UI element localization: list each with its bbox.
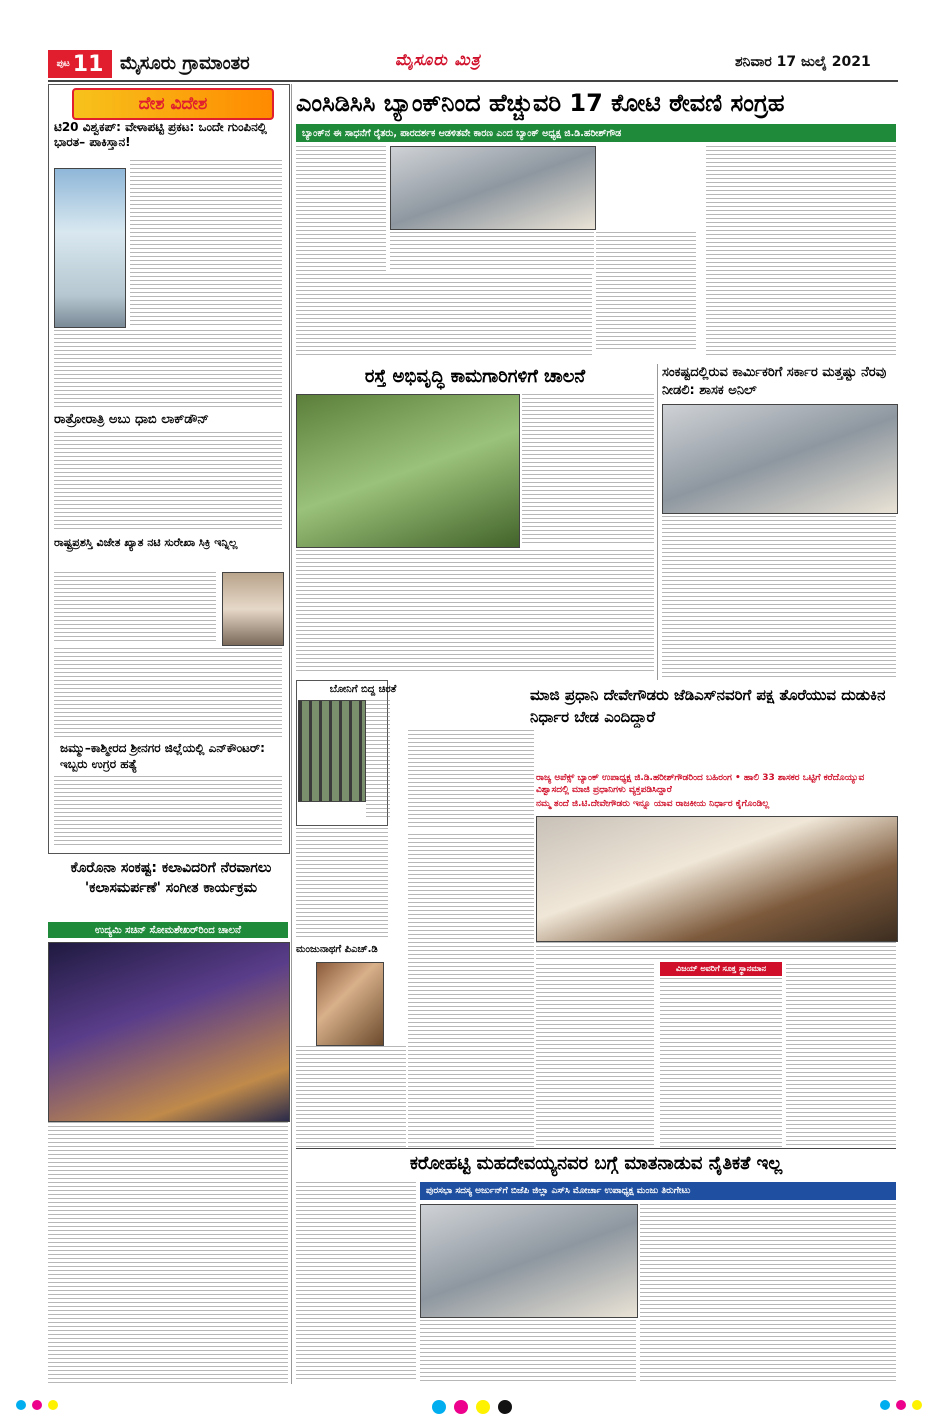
karohatti-strap-text: ಪುರಸಭಾ ಸದಸ್ಯ ಅರ್ಜುನ್‌ಗೆ ಬಿಜೆಪಿ ಜಿಲ್ಲಾ ಎಸ್‌ಸಿ ಮೋರ್ಚಾ ಉಪಾಧ್ಯಕ್ಷ ಮಂಜು ತಿರುಗೇಟು xyxy=(426,1186,691,1196)
karohatti-top-rule xyxy=(296,1148,896,1149)
phd-portrait-photo xyxy=(316,962,384,1046)
reg-yellow xyxy=(476,1400,490,1414)
col-divider-2 xyxy=(657,364,658,680)
jk-body-text xyxy=(54,776,282,848)
lead-strap xyxy=(296,124,896,142)
phd-headline: ಮಂಜುನಾಥಗೆ ಪಿಎಚ್.ಡಿ xyxy=(296,944,378,955)
deve-felicitation-photo xyxy=(536,816,898,942)
bullet-2-text: ನಮ್ಮ ತಂದೆ ಜಿ.ಟಿ.ದೇವೇಗೌಡರು ಇನ್ನೂ ಯಾವ ರಾಜಕೀಯ ನಿರ್ಧಾರ ಕೈಗೊಂಡಿಲ್ಲ xyxy=(536,799,770,809)
phd-body-text xyxy=(296,1046,406,1148)
reg-yellow-right xyxy=(912,1400,922,1410)
lead-body-col1 xyxy=(296,146,386,272)
issue-date: ಶನಿವಾರ 17 ಜುಲೈ 2021 xyxy=(735,54,871,70)
registration-marks xyxy=(432,1400,512,1414)
header-rule xyxy=(48,80,898,82)
lead-strap-text: ಬ್ಯಾಂಕ್‌ನ ಈ ಸಾಧನೆಗೆ ರೈತರು, ಪಾರದರ್ಶಕ ಆಡಳಿತವೇ ಕಾರಣ ಎಂದ ಬ್ಯಾಂಕ್ ಅಧ್ಯಕ್ಷ ಜಿ.ಡಿ.ಹರೀಶ್‌ಗೌಡ xyxy=(302,127,622,139)
reg-magenta-right xyxy=(896,1400,906,1410)
road-headline: ರಸ್ತೆ ಅಭಿವೃದ್ಧಿ ಕಾಮಗಾರಿಗಳಿಗೆ ಚಾಲನೆ xyxy=(364,366,586,387)
reg-cyan-left xyxy=(16,1400,26,1410)
column-body-text xyxy=(296,828,388,940)
lead-body-col3 xyxy=(706,146,896,358)
sidebox-head-text: ವಿಜಯ್ ಅವರಿಗೆ ಸೂಕ್ತ ಸ್ಥಾನಮಾನ xyxy=(675,964,767,973)
workers-headline: ಸಂಕಷ್ಟದಲ್ಲಿರುವ ಕಾರ್ಮಿಕರಿಗೆ ಸರ್ಕಾರ ಮತ್ತಷ್ಟು ನೆರವು ನೀಡಲಿ: ಶಾಸಕ ಅನಿಲ್ xyxy=(662,365,887,398)
reg-yellow-left xyxy=(48,1400,58,1410)
leopard-body-text xyxy=(366,700,390,818)
page-number-badge xyxy=(48,50,112,78)
kalasamarpane-stage-photo xyxy=(48,942,290,1122)
desha-videsha-banner xyxy=(72,88,274,120)
reg-black xyxy=(498,1400,512,1414)
road-body-bottom xyxy=(296,550,654,674)
surekha-portrait-photo xyxy=(222,572,284,646)
bullet-1-text: ರಾಜ್ಯ ಅಪೆಕ್ಸ್ ಬ್ಯಾಂಕ್ ಉಪಾಧ್ಯಕ್ಷ ಜಿ.ಡಿ.ಹರೀಶ್‌ಗೌಡರಿಂದ ಬಹಿರಂಗ • ಹಾಲಿ 33 ಶಾಸಕರ ಒಟ್ಟಿಗೆ ಕರೆದೊಯ್ಯುವ ವಿಶ್ವಾಸದಲ್ಲಿ ಮಾಜಿ ಪ್ರಧಾನಿಗಳು ವ್ಯಕ್ತಪಡಿಸಿದ್ದಾರೆ xyxy=(536,773,865,795)
page-label: ಪುಟ xyxy=(56,59,70,69)
road-body-right xyxy=(522,394,654,546)
col-divider-1 xyxy=(291,84,292,1384)
workers-body-text xyxy=(662,516,896,678)
deve-body-left xyxy=(408,730,534,830)
karohatti-body-col3 xyxy=(640,1204,896,1382)
surekha-body-text-2 xyxy=(54,648,282,740)
road-inauguration-photo xyxy=(296,394,520,548)
karohatti-strap xyxy=(420,1182,896,1200)
corner-marks-right xyxy=(880,1400,922,1410)
strap-text: ಉದ್ಯಮಿ ಸಚಿನ್ ಸೋಮಶೇಖರ್‌ರಿಂದ ಚಾಲನೆ xyxy=(95,924,241,936)
t20-body-text xyxy=(130,160,282,328)
karohatti-headline: ಕರೋಹಟ್ಟಿ ಮಹದೇವಯ್ಯನವರ ಬಗ್ಗೆ ಮಾತನಾಡುವ ನೈತಿಕತೆ ಇಲ್ಲ xyxy=(409,1153,783,1174)
story-t20-headline: ಟಿ20 ವಿಶ್ವಕಪ್: ವೇಳಾಪಟ್ಟಿ ಪ್ರಕಟ: ಒಂದೇ ಗುಂಪಿನಲ್ಲಿ ಭಾರತ– ಪಾಕಿಸ್ತಾನ! xyxy=(54,120,267,149)
masthead-logo: ಮೈಸೂರು ಮಿತ್ರ xyxy=(395,50,481,69)
lead-body-bottom xyxy=(296,274,592,358)
reg-magenta xyxy=(454,1400,468,1414)
kalasamarpane-body-text xyxy=(48,1122,288,1384)
leopard-cage-photo xyxy=(298,700,366,802)
page-number: 11 xyxy=(72,51,104,77)
surekha-body-text xyxy=(54,572,216,644)
karohatti-body-col1 xyxy=(296,1182,416,1382)
reg-cyan-right xyxy=(880,1400,890,1410)
lead-body-col1b xyxy=(390,232,594,272)
kalasamarpane-strap xyxy=(48,922,288,938)
deve-photo-caption xyxy=(536,942,896,960)
lead-headline: ಎಂಸಿಡಿಸಿಸಿ ಬ್ಯಾಂಕ್‌ನಿಂದ ಹೆಚ್ಚುವರಿ 17 ಕೋಟಿ ಠೇವಣಿ ಸಂಗ್ರಹ xyxy=(296,89,785,117)
section-title: ಮೈಸೂರು ಗ್ರಾಮಾಂತರ xyxy=(120,53,250,74)
story-surekha-headline: ರಾಷ್ಟ್ರಪ್ರಶಸ್ತಿ ವಿಜೇತ ಖ್ಯಾತ ನಟಿ ಸುರೇಖಾ ಸಿಕ್ರಿ ಇನ್ನಿಲ್ಲ xyxy=(54,536,238,549)
karohatti-body-col2 xyxy=(420,1320,636,1382)
t20-cup-photo xyxy=(54,168,126,328)
deve-bullet-2 xyxy=(536,798,896,810)
deve-bullet-1 xyxy=(536,772,896,796)
t20-body-text-2 xyxy=(54,330,282,410)
deve-headline: ಮಾಜಿ ಪ್ರಧಾನಿ ದೇವೇಗೌಡರು ಜೆಡಿಎಸ್‌ನವರಿಗೆ ಪಕ್ಷ ತೊರೆಯುವ ದುಡುಕಿನ ನಿರ್ಧಾರ ಬೇಡ ಎಂದಿದ್ದಾರೆ xyxy=(530,686,886,726)
reg-magenta-left xyxy=(32,1400,42,1410)
deve-body-col2 xyxy=(536,964,654,1148)
lead-body-col2 xyxy=(596,232,696,352)
deve-sidebox-body xyxy=(660,978,782,1148)
deve-body-mid xyxy=(408,834,534,1148)
corner-marks-left xyxy=(16,1400,58,1410)
reg-cyan xyxy=(432,1400,446,1414)
lead-meeting-photo xyxy=(390,146,596,230)
story-abudhabi-headline: ರಾತ್ರೋರಾತ್ರಿ ಅಬು ಧಾಬಿ ಲಾಕ್‌ಡೌನ್ xyxy=(54,412,209,427)
box-title: ದೇಶ ವಿದೇಶ xyxy=(138,94,208,114)
story-jk-headline: ಜಮ್ಮು–ಕಾಶ್ಮೀರದ ಶ್ರೀನಗರ ಜಿಲ್ಲೆಯಲ್ಲಿ ಎನ್‌ಕೌಂಟರ್: ಇಬ್ಬರು ಉಗ್ರರ ಹತ್ಯೆ xyxy=(60,741,265,771)
story-kalasamarpane-headline: ಕೊರೊನಾ ಸಂಕಷ್ಟ: ಕಲಾವಿದರಿಗೆ ನೆರವಾಗಲು 'ಕಲಾಸಮರ್ಪಣೆ' ಸಂಗೀತ ಕಾರ್ಯಕ್ರಮ xyxy=(70,860,272,896)
karohatti-press-photo xyxy=(420,1204,638,1318)
deve-body-col4 xyxy=(786,964,896,1148)
abudhabi-body-text xyxy=(54,432,282,532)
workers-distribution-photo xyxy=(662,404,898,514)
deve-sidebox-head xyxy=(660,962,782,976)
leopard-headline: ಬೋನಿಗೆ ಬಿದ್ದ ಚಿರತೆ xyxy=(329,684,397,695)
